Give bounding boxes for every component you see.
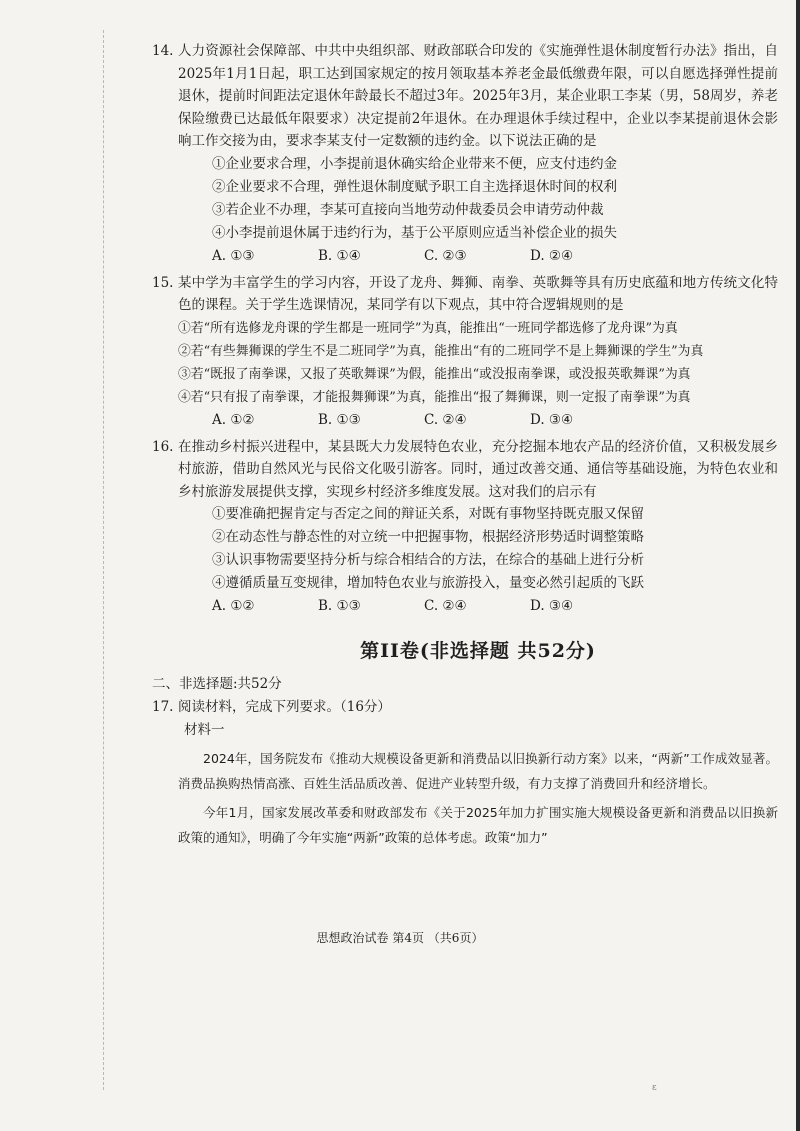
question-number: 16. xyxy=(152,438,174,455)
question-stem: 人力资源社会保障部、中共中央组织部、财政部联合印发的《实施弹性退休制度暂行办法》指出，自2025年1月1日起，职工达到国家规定的按月领取基本养老金最低缴费年限，可以自愿选择弹性提前退休，提前时间距法定退休年龄最长不超过3年。2025年3月，某企业职工李某（男，58周岁，养老保险缴费已达最低年限要求）决定提前2年退休。在办理退休手续过程中，企业以李某提前退休会影响工作交接为由，要求李某支付一定数额的违约金。以下说法正确的是 xyxy=(178,43,778,149)
option-2: ②若“有些舞狮课的学生不是二班同学”为真，能推出“有的二班同学不是上舞狮课的学生”为真 xyxy=(178,343,704,359)
option-3: ③若“既报了南拳课，又报了英歌舞课”为假，能推出“或没报南拳课，或没报英歌舞课”为真 xyxy=(178,366,691,382)
question-number: 14. xyxy=(152,43,174,59)
section-heading: 二、非选择题:共52分 xyxy=(152,676,282,692)
page-content xyxy=(152,40,778,850)
choice-d: D. ③④ xyxy=(530,411,574,428)
question-14 xyxy=(152,40,778,268)
option-2: ②企业要求不合理，弹性退休制度赋予职工自主选择退休时间的权利 xyxy=(212,178,617,195)
material-paragraph: 2024年，国务院发布《推动大规模设备更新和消费品以旧换新行动方案》以来，“两新”工作成效显著。消费品换购热情高涨、百姓生活品质改善、促进产业转型升级，有力支撑了消费回升和经济增长。 xyxy=(178,750,778,791)
option-4: ④遵循质量互变规律，增加特色农业与旅游投入，量变必然引起质的飞跃 xyxy=(212,575,644,591)
question-number: 15. xyxy=(152,274,174,291)
option-1: ①要准确把握肯定与否定之间的辩证关系，对既有事物坚持既克服又保留 xyxy=(212,506,644,522)
choice-a: A. ①② xyxy=(212,598,255,614)
choice-c: C. ②③ xyxy=(424,247,467,264)
option-3: ③认识事物需要坚持分析与综合相结合的方法，在综合的基础上进行分析 xyxy=(212,552,644,568)
choice-c: C. ②④ xyxy=(424,411,467,428)
choice-d: D. ②④ xyxy=(530,247,574,264)
question-prompt: 阅读材料，完成下列要求。（16分） xyxy=(178,699,391,715)
choice-a: A. ①③ xyxy=(212,247,255,264)
scan-edge xyxy=(796,0,800,1131)
question-stem: 在推动乡村振兴进程中，某县既大力发展特色农业，充分挖掘本地农产品的经济价值，又积极发展乡村旅游，借助自然风光与民俗文化吸引游客。同时，通过改善交通、通信等基础设施，为特色农业和乡村旅游发展提供支撑，实现乡村经济多维度发展。这对我们的启示有 xyxy=(178,438,778,500)
choice-b: B. ①③ xyxy=(318,598,361,614)
material-paragraph: 今年1月，国家发展改革委和财政部发布《关于2025年加力扩围实施大规模设备更新和消费品以旧换新政策的通知》，明确了今年实施“两新”政策的总体考虑。政策“加力” xyxy=(178,804,778,845)
part-2-title: 第II卷(非选择题 共52分) xyxy=(360,640,596,662)
question-number: 17. xyxy=(152,699,174,715)
option-1: ①若“所有选修龙舟课的学生都是一班同学”为真，能推出“一班同学都选修了龙舟课”为真 xyxy=(178,320,678,336)
question-17 xyxy=(152,696,778,719)
material-title: 材料一 xyxy=(184,721,225,738)
option-2: ②在动态性与静态性的对立统一中把握事物，根据经济形势适时调整策略 xyxy=(212,529,644,545)
choice-b: B. ①④ xyxy=(318,247,361,264)
choice-a: A. ①② xyxy=(212,411,255,428)
option-3: ③若企业不办理，李某可直接向当地劳动仲裁委员会申请劳动仲裁 xyxy=(212,201,604,218)
answer-choices xyxy=(212,245,778,268)
question-stem: 某中学为丰富学生的学习内容，开设了龙舟、舞狮、南拳、英歌舞等具有历史底蕴和地方传统文化特色的课程。关于学生选课情况，某同学有以下观点，其中符合逻辑规则的是 xyxy=(178,274,778,313)
choice-b: B. ①③ xyxy=(318,411,361,428)
question-16 xyxy=(152,436,778,619)
option-1: ①企业要求合理，小李提前退休确实给企业带来不便，应支付违约金 xyxy=(212,155,617,172)
answer-choices xyxy=(212,409,778,432)
stray-mark: ε xyxy=(652,1083,657,1093)
choice-d: D. ③④ xyxy=(530,598,574,614)
answer-choices xyxy=(212,595,778,618)
option-4: ④小李提前退休属于违约行为，基于公平原则应适当补偿企业的损失 xyxy=(212,224,617,241)
question-15 xyxy=(152,272,778,432)
option-4: ④若“只有报了南拳课，才能报舞狮课”为真，能推出“报了舞狮课，则一定报了南拳课”为真 xyxy=(178,389,691,405)
page-footer: 思想政治试卷 第4页 （共6页） xyxy=(316,931,484,945)
choice-c: C. ②④ xyxy=(424,598,467,614)
